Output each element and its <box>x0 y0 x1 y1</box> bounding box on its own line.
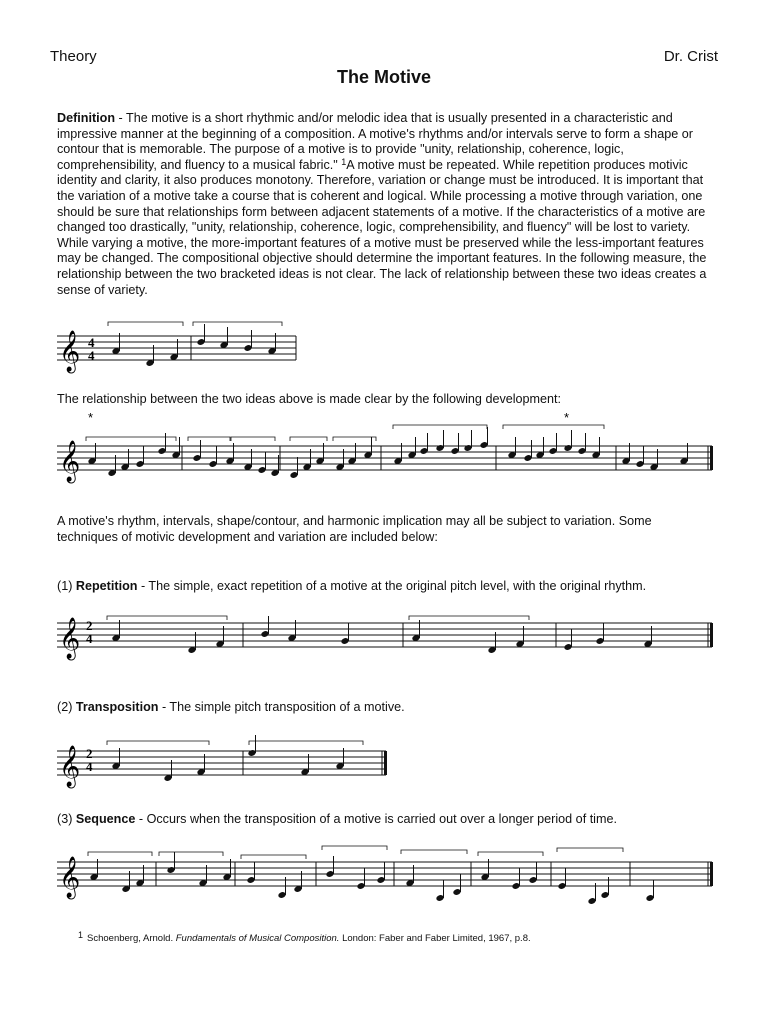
header-author: Dr. Crist <box>663 48 718 65</box>
motive-bracket <box>107 616 227 620</box>
definition-term: Definition <box>57 111 116 125</box>
time-signature-top: 2 <box>86 618 93 633</box>
footnote-number: 1 <box>78 930 84 940</box>
definition-text-1: - The motive is a short rhythmic and/or melodic idea that is usually presented in a characteristic and impressive manner at the beginning of a composition. A motive's rhythms and/or intervals serve to form a shape or contour that is memorable. The purpose of a motive is to provide "unity, relationship, coherence, logic, comprehensibility, and fluency to a musical fabric." <box>57 111 693 172</box>
header-course: Theory <box>50 48 97 65</box>
footnote-publisher: London: Faber and Faber Limited, 1967, p.8. <box>339 933 531 944</box>
staff-example-sequence <box>57 846 713 905</box>
asterisk-mark: * <box>564 410 570 425</box>
section-desc: - The simple, exact repetition of a motive at the original pitch level, with the original rhythm. <box>137 579 647 593</box>
staff-example-2 <box>57 425 713 483</box>
motive-bracket <box>409 616 529 620</box>
time-signature-bottom: 4 <box>86 631 93 646</box>
final-bar <box>710 623 713 647</box>
final-bar <box>710 862 713 886</box>
time-signature-top: 2 <box>86 746 93 761</box>
section-number: (2) <box>57 700 76 714</box>
motive-bracket <box>107 741 209 745</box>
motive-bracket <box>108 322 183 326</box>
footnote <box>78 930 531 944</box>
motive-bracket <box>88 852 152 856</box>
page-title: The Motive <box>336 67 431 87</box>
footnote-author: Schoenberg, Arnold. <box>87 933 176 944</box>
variation-text-1: A motive's rhythm, intervals, shape/contour, and harmonic implication may all be subject to variation. Some <box>57 514 652 528</box>
section-number: (1) <box>57 579 76 593</box>
final-bar <box>384 751 387 775</box>
variation-text-2: techniques of motivic development and variation are included below: <box>57 530 438 544</box>
staff-example-repetition <box>57 616 713 660</box>
motive-bracket <box>503 425 604 429</box>
motive-bracket <box>290 437 327 441</box>
definition-text-2: A motive must be repeated. While repetition produces motivic identity and clarity, it also produces monotony. Therefore, variation or change must be introduced. It is important that the variation of a motive take a course that is coherent and logical. While processing a motive through variation, one should be sure that relationships form between adjacent statements of a motive. If the characteristics of a motive are changed too drastically, "unity, relationship, coherence, logic, comprehensibility, and fluency" will be lost to variety. While varying a motive, the more-important features of a motive must be preserved while the less-important features may be changed. The compositional objective should determine the important features. In the following measure, the relationship between the two bracketed ideas is not clear. The lack of relationship between these two ideas creates a sense of variety. <box>57 157 707 297</box>
treble-clef-icon: 𝄞 <box>59 746 81 787</box>
motive-bracket <box>478 852 543 856</box>
motive-bracket <box>188 437 230 441</box>
time-signature-top: 4 <box>88 335 95 350</box>
motive-bracket <box>241 855 306 859</box>
motive-bracket <box>393 425 487 429</box>
section-term: Sequence <box>75 812 136 826</box>
motive-bracket <box>401 850 467 854</box>
footnote-ref: 1 <box>341 156 347 167</box>
motive-bracket <box>557 848 623 852</box>
final-bar <box>710 446 713 470</box>
motive-bracket <box>193 322 282 326</box>
treble-clef-icon: 𝄞 <box>59 441 81 482</box>
motive-bracket <box>231 437 275 441</box>
motive-bracket <box>333 437 376 441</box>
treble-clef-icon: 𝄞 <box>59 857 81 898</box>
treble-clef-icon: 𝄞 <box>59 331 81 372</box>
motive-bracket <box>249 741 363 745</box>
time-signature-bottom: 4 <box>88 348 95 363</box>
time-signature-bottom: 4 <box>86 759 93 774</box>
motive-bracket <box>86 437 176 441</box>
footnote-work: Fundamentals of Musical Composition. <box>175 933 340 944</box>
staff-example-transposition <box>57 735 387 788</box>
treble-clef-icon: 𝄞 <box>59 618 81 659</box>
section-desc: - The simple pitch transposition of a motive. <box>158 700 405 714</box>
motive-bracket <box>159 852 223 856</box>
section-number: (3) <box>57 812 76 826</box>
section-desc: - Occurs when the transposition of a motive is carried out over a longer period of time. <box>135 812 617 826</box>
motive-bracket <box>322 846 387 850</box>
section-term: Repetition <box>75 579 138 593</box>
section-term: Transposition <box>75 700 159 714</box>
asterisk-mark: * <box>88 410 94 425</box>
relationship-text: The relationship between the two ideas above is made clear by the following development: <box>57 392 562 406</box>
